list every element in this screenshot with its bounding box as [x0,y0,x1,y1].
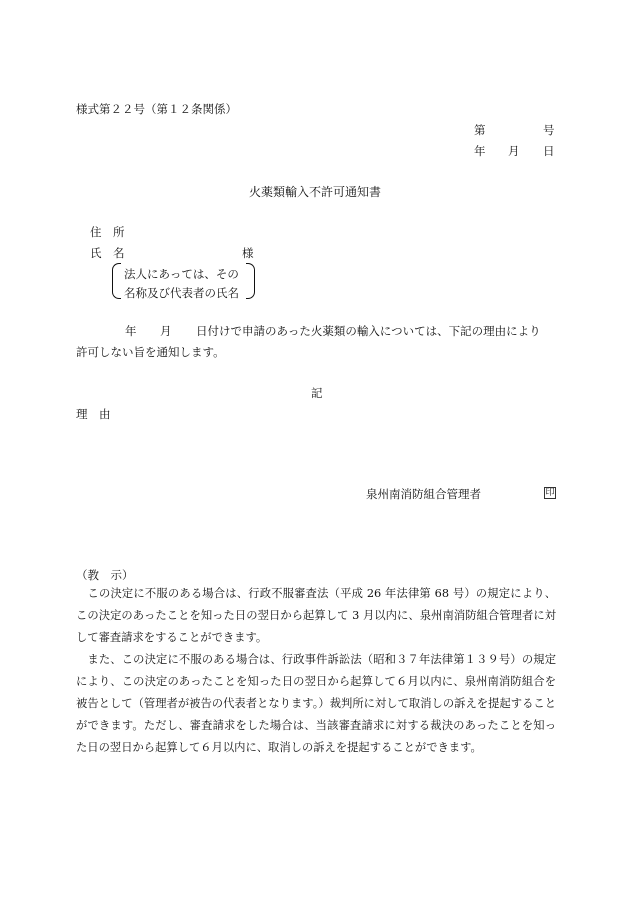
left-bracket [112,263,121,299]
instruction-paragraph-2: また、この決定に不服のある場合は、行政事件訴訟法（昭和３７年法律第１３９号）の規定により、この決定のあったことを知った日の翌日から起算して６月以内に、泉州南消防組合を被告として（管理者が被告の代表者となります。）裁判所に対して取消しの訴えを提起することができます。ただし、審査請求をした場合は、当該審査請求に対する裁決のあったことを知った日の翌日から起算して６月以内に、取消しの訴えを提起することができます。 [76,653,556,754]
instruction-heading: （教 示） [76,568,134,582]
date-year: 年 [474,144,486,158]
instruction-paragraph-1: この決定に不服のある場合は、行政不服審査法（平成 26 年法律第 68 号）の規定により、この決定のあったことを知った日の翌日から起算して 3 月以内に、泉州南消防組合管理者に対して審査請求をすることができます。 [76,587,556,644]
instruction-body [76,583,556,759]
ki-heading: 記 [311,386,323,400]
date-month: 月 [508,144,520,158]
corp-note-line2: 名称及び代表者の氏名 [124,286,239,300]
doc-number-prefix: 第 [474,123,486,137]
address-label: 住 所 [90,225,125,239]
body-year: 年 [125,324,137,338]
seal-mark: 印 [545,488,555,498]
corp-note-line1: 法人にあっては、その [124,267,239,281]
body-text-line2: 許可しない旨を通知します。 [76,345,225,359]
name-label: 氏 名 [90,246,125,260]
document-title: 火薬類輸入不許可通知書 [249,185,382,199]
reason-label: 理 由 [76,407,111,421]
body-month: 月 [160,324,172,338]
issuer-name: 泉州南消防組合管理者 [366,487,481,501]
body-text-line1: 日付けで申請のあった火薬類の輸入については、下記の理由により [196,324,541,338]
doc-number-suffix: 号 [543,123,555,137]
right-bracket [246,263,255,299]
date-day: 日 [543,144,555,158]
honorific-sama: 様 [242,246,254,260]
form-number: 様式第２２号（第１２条関係） [76,102,237,116]
